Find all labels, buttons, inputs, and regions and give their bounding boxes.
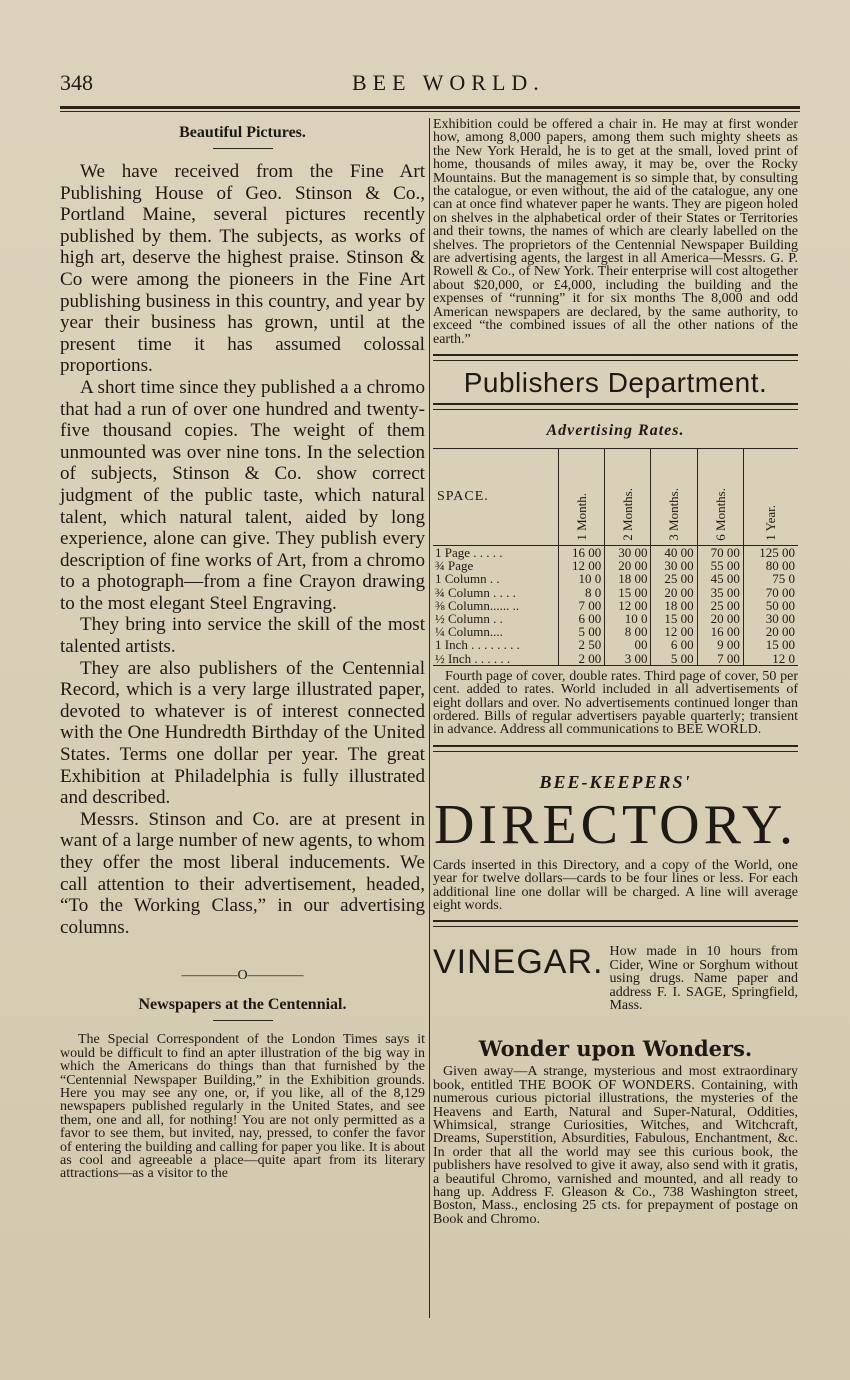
rates-price: 30 00 [651, 559, 697, 572]
paragraph: The Special Correspondent of the London Times says it would be difficult to find an apter illustration of the big way in which the Americans do things than that furnished by the “Centennial Newspaper Building,” in the Exhibition grounds. Here you may see any one, or, if you like, all of the 8,129 newspapers published regularly in the United States, and see them, one and all, for nothing! You are not only permitted as a favor to see them, but invited, nay, pressed, to confer the favor of entering the building and calling for paper you like. It is about as cool and agreeable a place—quite apart from its literary attractions—as a visitor to the [60, 1032, 425, 1182]
advertising-rates-heading: Advertising Rates. [546, 421, 685, 439]
rates-table [433, 448, 798, 666]
rates-price: 6 00 [651, 638, 697, 651]
column-header: 1 Year. [743, 448, 798, 545]
rates-space-label: ¾ Page [433, 559, 559, 572]
rates-price: 16 00 [697, 625, 743, 638]
rates-price: 8 00 [605, 625, 651, 638]
rates-price: 55 00 [697, 559, 743, 572]
article-pictures-body [60, 161, 425, 938]
rates-price: 10 0 [605, 612, 651, 625]
rates-space-label: 1 Inch . . . . . . . . [433, 638, 559, 651]
paragraph: Given away—A strange, mysterious and most extraordinary book, entitled THE BOOK OF WONDERS. Containing, with numerous curious pictorial illustrations, the mysteries of the Heavens and Earth, Natural and Super-Natural, Oddities, Whimsical, strange Curiosities, Witches, and Witchcraft, Dreams, Superstition, Absurdities, Fabulous, Enchantment, &c. In order that all the world may see this curious book, the publishers have resolved to give it away, also send with it gratis, a beautiful Chromo, varnished and mounted, and all ready to hang up. Address F. Gleason & Co., 738 Washington street, Boston, Mass., enclosing 25 cts. for prepayment of postage on Book and Chromo. [433, 1064, 798, 1227]
rates-header-row [433, 448, 798, 545]
column-header: 1 Month. [559, 448, 605, 545]
article-continuation [433, 118, 798, 346]
rates-space-label: 1 Column . . [433, 572, 559, 585]
publishers-department-heading: Publishers Department. [463, 366, 768, 398]
rates-price: 12 00 [651, 625, 697, 638]
article-heading-pictures: Beautiful Pictures. [179, 124, 306, 141]
article-newspapers-body [60, 1033, 425, 1180]
rates-price: 5 00 [559, 625, 605, 638]
rates-row [433, 572, 798, 585]
rates-price: 20 00 [605, 559, 651, 572]
rates-space-label: ⅜ Column...... .. [433, 599, 559, 612]
heading-rule [213, 148, 273, 149]
page-number: 348 [60, 70, 93, 95]
wonder-heading: Wonder upon Wonders. [478, 1036, 753, 1062]
rates-price: 70 00 [765, 584, 795, 600]
wonder-text [433, 1065, 798, 1226]
directory-heading: DIRECTORY. [433, 793, 798, 856]
rates-space-label: ¼ Column.... [433, 625, 559, 638]
rates-price: 12 00 [559, 559, 605, 572]
rates-space-label: ½ Column . . [433, 612, 559, 625]
header-rule [60, 106, 800, 109]
rates-price: 75 0 [772, 571, 795, 587]
paragraph: Cards inserted in this Directory, and a copy of the World, one year for twelve dollars—cards to be four lines or less. For each additional line one dollar will be charged. A line will average eight words. [433, 857, 798, 913]
vinegar-text: How made in 10 hours from Cider, Wine or Sorghum without using drugs. Name paper and address F. I. SAGE, Springfield, Mass. [609, 944, 798, 1014]
rates-price: 7 00 [697, 652, 743, 666]
rates-row [433, 545, 798, 559]
rates-price: 5 00 [651, 652, 697, 666]
right-column [433, 118, 798, 1226]
rates-price: 2 00 [559, 652, 605, 666]
rates-price: 16 00 [559, 545, 605, 559]
rates-price: 6 00 [559, 612, 605, 625]
rates-price: 15 00 [605, 586, 651, 599]
heading-rule [213, 1020, 273, 1021]
column-divider [429, 118, 430, 1318]
rates-price: 30 00 [605, 545, 651, 559]
rates-body [433, 545, 798, 665]
section-rule [433, 354, 798, 361]
rates-row [433, 599, 798, 612]
rates-price: 00 [605, 638, 651, 651]
directory-text [433, 859, 798, 913]
bee-keepers-heading: BEE-KEEPERS' [539, 771, 692, 792]
rates-row [433, 638, 798, 651]
rates-note [433, 670, 798, 737]
vinegar-ad [433, 945, 798, 1012]
rates-price: 12 0 [743, 652, 798, 666]
article-heading-newspapers: Newspapers at the Centennial. [138, 996, 347, 1014]
rates-price: 20 00 [765, 624, 795, 640]
rates-price: 12 00 [605, 599, 651, 612]
running-title: BEE WORLD. [352, 70, 545, 95]
section-ornament: ————O———— [181, 968, 304, 984]
rates-price: 15 00 [765, 637, 795, 653]
space-column-header: SPACE. [437, 489, 489, 505]
rates-price: 10 0 [559, 572, 605, 585]
rates-price: 20 00 [697, 612, 743, 625]
column-header: 3 Months. [651, 448, 697, 545]
paragraph: They bring into service the skill of the most talented artists. [60, 614, 425, 658]
rates-space-label: ¾ Column . . . . [433, 586, 559, 599]
rates-space-label: ½ Inch . . . . . . [433, 652, 559, 666]
rates-price: 3 00 [605, 652, 651, 666]
section-rule [433, 403, 798, 410]
paragraph: A short time since they published a a chromo that had a run of over one hundred and twenty-five thousand copies. The weight of them unmounted was over nine tons. In the selection of subjects, Stinson & Co. show correct judgment of the public taste, which natural talent, which natural talent, aided by long experience, alone can give. They publish every description of fine works of Art, from a chromo to a photograph—from a fine Crayon drawing to the most elegant Steel Engraving. [60, 376, 425, 614]
column-header: 6 Months. [697, 448, 743, 545]
left-column [60, 118, 425, 1181]
rates-price: 35 00 [697, 586, 743, 599]
header-rule-thin [60, 111, 800, 112]
rates-price: 15 00 [651, 612, 697, 625]
section-rule [433, 745, 798, 752]
rates-space-label: 1 Page . . . . . [433, 545, 559, 559]
paragraph: Messrs. Stinson and Co. are at present in want of a large number of new agents, to whom they offer the most liberal inducements. We call attention to their advertisement, headed, “To the Working Class,” in our advertising columns. [60, 808, 425, 938]
rates-price: 7 00 [559, 599, 605, 612]
rates-price: 25 00 [697, 599, 743, 612]
rates-price: 8 0 [559, 586, 605, 599]
column-header: 2 Months. [605, 448, 651, 545]
rates-price: 2 50 [559, 638, 605, 651]
rates-price: 80 00 [765, 558, 795, 574]
rates-price: 30 00 [765, 610, 795, 626]
rates-price: 18 00 [605, 572, 651, 585]
rates-row [433, 652, 798, 666]
rates-price: 45 00 [697, 572, 743, 585]
rates-price: 50 00 [765, 597, 795, 613]
rates-price: 125 00 [759, 544, 795, 560]
rates-price: 25 00 [651, 572, 697, 585]
paragraph: Fourth page of cover, double rates. Third page of cover, 50 per cent. added to rates. World included in all advertisements of eight dollars and over. No advertisements continued longer than ordered. Bills of regular advertisers payable quarterly; transient in advance. Address all communications to BEE WORLD. [433, 668, 798, 738]
rates-price: 18 00 [651, 599, 697, 612]
rates-row [433, 586, 798, 599]
paragraph: Exhibition could be offered a chair in. He may at first wonder how, among 8,000 papers, among them such mighty sheets as the New York Herald, he is to get at the small, loved print of home, thousands of miles away, it may be, over the Rocky Mountains. But the management is so simple that, by consulting the catalogue, or even without, the aid of the catalogue, any one can at once find whatever paper he wants. They are pigeon holed on shelves in the alphabetical order of their States or Territories and their towns, the names of which are clearly labelled on the shelves. The proprietors of the Centennial Newspaper Building are advertising agents, the largest in all America—Messrs. G. P. Rowell & Co., of New York. Their enterprise will cost altogether about $20,000, or £4,000, including the building and the expenses of “running” it for six months The 8,000 and odd American newspapers are declared, by the same authority, to exceed “the combined issues of all the other nations of the earth.” [433, 117, 798, 347]
rates-price: 20 00 [651, 586, 697, 599]
paragraph: They are also publishers of the Centennial Record, which is a very large illustrated paper, devoted to whatever is of interest connected with the One Hundredth Birthday of the United States. Terms one dollar per year. The great Exhibition at Philadelphia is fully illustrated and described. [60, 657, 425, 809]
rates-price: 70 00 [697, 545, 743, 559]
paragraph: We have received from the Fine Art Publishing House of Geo. Stinson & Co., Portland Maine, several pictures recently published by them. The subjects, as works of high art, deserve the highest praise. Stinson & Co were among the pioneers in the Fine Art publishing business in this country, and year by year their business has grown, until at the present time it has assumed colossal proportions. [60, 161, 425, 377]
section-rule [433, 920, 798, 927]
rates-price: 40 00 [651, 545, 697, 559]
vinegar-word: VINEGAR. [433, 943, 604, 982]
rates-price: 9 00 [697, 638, 743, 651]
